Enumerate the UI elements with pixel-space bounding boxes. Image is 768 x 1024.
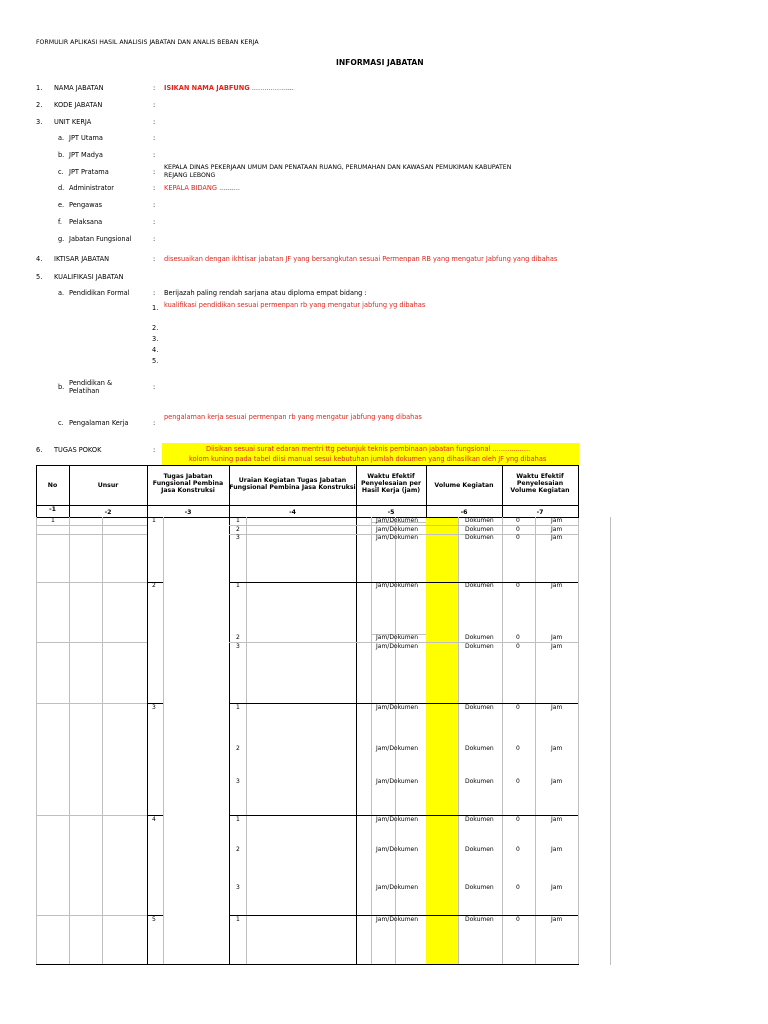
row-dok: Dokumen <box>465 634 494 641</box>
row-unit: Jam <box>551 582 563 589</box>
colon: : <box>153 235 156 243</box>
colnum: -3 <box>184 509 192 516</box>
section-title: INFORMASI JABATAN <box>336 58 424 67</box>
colon: : <box>153 101 156 109</box>
header-tugas: Tugas Jabatan Fungsional Pembina Jasa Konstruksi <box>152 473 224 495</box>
row-unit: Jam <box>551 778 563 785</box>
row-dok: Dokumen <box>465 582 494 589</box>
colon: : <box>153 84 156 92</box>
header-waktu-volume: Waktu Efektif Penyelesaian Volume Kegiatan <box>510 473 570 495</box>
list-number: 2. <box>152 324 159 332</box>
colnum: -2 <box>104 509 112 516</box>
row-zero: 0 <box>516 517 520 524</box>
colon: : <box>153 184 156 192</box>
row-jam: Jam/Dokumen <box>376 846 419 853</box>
row-tugas: 2 <box>152 582 156 589</box>
row-dok: Dokumen <box>465 846 494 853</box>
row-unit: Jam <box>551 884 563 891</box>
pengalaman-kerja-value: pengalaman kerja sesuai permenpan rb yang mengatur jabfung yang dibahas <box>164 413 422 421</box>
row-zero: 0 <box>516 745 520 752</box>
administrator-label: Administrator <box>69 184 114 192</box>
row-uraian: 2 <box>236 634 240 641</box>
nama-jabatan-label: NAMA JABATAN <box>54 84 104 92</box>
list-number: 5. <box>152 357 159 365</box>
sub-letter: b. <box>58 151 65 159</box>
sub-letter: d. <box>58 184 65 192</box>
tugas-note-1: Diisikan sesuai surat edaran mentri ttg petunjuk teknis pembinaan jabatan fungsional .................. <box>206 445 531 453</box>
pendidikan-value: kualifikasi pendidikan sesuai permenpan rb yang mengatur jabfung yg dibahas <box>164 301 426 309</box>
colnum: -4 <box>289 509 296 516</box>
row-uraian: 3 <box>236 778 240 785</box>
row-jam: Jam/Dokumen <box>376 517 419 524</box>
row-zero: 0 <box>516 846 520 853</box>
row-uraian: 3 <box>236 534 240 541</box>
colon: : <box>153 218 156 226</box>
row-uraian: 3 <box>236 643 240 650</box>
kode-jabatan-label: KODE JABATAN <box>54 101 103 109</box>
row-dok: Dokumen <box>465 534 494 541</box>
row-dok: Dokumen <box>465 517 494 524</box>
sub-letter: a. <box>58 134 65 142</box>
colon: : <box>153 383 156 391</box>
pendidikan-pelatihan-label-2: Pelatihan <box>69 387 100 395</box>
row-unit: Jam <box>551 526 563 533</box>
colon: : <box>153 289 156 297</box>
pendidikan-intro: Berijazah paling rendah sarjana atau diploma empat bidang : <box>164 289 367 297</box>
list-number: 3. <box>152 335 159 343</box>
header-uraian: Uraian Kegiatan Tugas Jabatan Fungsional Pembina Jasa Konstruksi <box>229 477 356 492</box>
row-jam: Jam/Dokumen <box>376 745 419 752</box>
administrator-value: KEPALA BIDANG .......... <box>164 184 241 192</box>
item-number: 3. <box>36 118 43 126</box>
row-uraian: 1 <box>236 816 240 823</box>
row-dok: Dokumen <box>465 916 494 923</box>
row-jam: Jam/Dokumen <box>376 704 419 711</box>
item-number: 2. <box>36 101 43 109</box>
row-unit: Jam <box>551 517 563 524</box>
row-dok: Dokumen <box>465 745 494 752</box>
row-zero: 0 <box>516 534 520 541</box>
sub-letter: c. <box>58 168 64 176</box>
kualifikasi-label: KUALIFIKASI JABATAN <box>54 273 124 281</box>
tugas-note-2: kolom kuning pada tabel diisi manual sesui kebutuhan jumlah dokumen yang dihasilkan oleh JF yng dibahas <box>189 455 547 463</box>
pelaksana-label: Pelaksana <box>69 218 103 226</box>
row-no: 1 <box>51 517 55 524</box>
nama-jabatan-value: ISIKAN NAMA JABFUNG .................... <box>164 84 294 92</box>
sub-letter: e. <box>58 201 65 209</box>
row-jam: Jam/Dokumen <box>376 634 419 641</box>
header-unsur: Unsur <box>97 482 119 489</box>
row-zero: 0 <box>516 634 520 641</box>
colon: : <box>153 118 156 126</box>
colon: : <box>153 255 156 263</box>
row-uraian: 2 <box>236 846 240 853</box>
row-tugas: 1 <box>152 517 156 524</box>
header-no: No <box>47 482 58 489</box>
row-zero: 0 <box>516 582 520 589</box>
tugas-pokok-label: TUGAS POKOK <box>54 446 102 454</box>
row-unit: Jam <box>551 846 563 853</box>
row-jam: Jam/Dokumen <box>376 816 419 823</box>
iktisar-label: IKTISAR JABATAN <box>54 255 110 263</box>
row-jam: Jam/Dokumen <box>376 884 419 891</box>
row-unit: Jam <box>551 916 563 923</box>
row-dok: Dokumen <box>465 884 494 891</box>
row-tugas: 5 <box>152 916 156 923</box>
row-uraian: 1 <box>236 517 240 524</box>
row-unit: Jam <box>551 816 563 823</box>
pengawas-label: Pengawas <box>69 201 103 209</box>
row-zero: 0 <box>516 884 520 891</box>
item-number: 5. <box>36 273 43 281</box>
pendidikan-pelatihan-label-1: Pendidikan & <box>69 379 113 387</box>
row-jam: Jam/Dokumen <box>376 778 419 785</box>
row-zero: 0 <box>516 704 520 711</box>
list-number: 1. <box>152 304 159 312</box>
colnum: -1 <box>49 506 56 513</box>
pendidikan-formal-label: Pendidikan Formal <box>69 289 130 297</box>
row-jam: Jam/Dokumen <box>376 916 419 923</box>
sub-letter: f. <box>58 218 62 226</box>
colon: : <box>153 168 156 176</box>
colon: : <box>153 201 156 209</box>
row-zero: 0 <box>516 526 520 533</box>
row-unit: Jam <box>551 704 563 711</box>
row-dok: Dokumen <box>465 643 494 650</box>
volume-input-column <box>426 517 458 965</box>
row-unit: Jam <box>551 643 563 650</box>
sub-letter: b. <box>58 383 65 391</box>
iktisar-value: disesuaikan dengan ikhtisar jabatan JF yang bersangkutan sesuai Permenpan RB yang mengatur Jabfung yang dibahas <box>164 255 558 263</box>
unit-kerja-label: UNIT KERJA <box>54 118 92 126</box>
jpt-pratama-label: JPT Pratama <box>69 168 109 176</box>
row-jam: Jam/Dokumen <box>376 582 419 589</box>
colon: : <box>153 134 156 142</box>
sub-letter: c. <box>58 419 64 427</box>
jpt-pratama-value-line1: KEPALA DINAS PEKERJAAN UMUM DAN PENATAAN RUANG, PERUMAHAN DAN KAWASAN PEMUKIMAN KABUPATEN <box>164 164 512 171</box>
row-zero: 0 <box>516 916 520 923</box>
row-jam: Jam/Dokumen <box>376 534 419 541</box>
list-number: 4. <box>152 346 159 354</box>
row-zero: 0 <box>516 643 520 650</box>
row-unit: Jam <box>551 534 563 541</box>
item-number: 6. <box>36 446 43 454</box>
colnum: -5 <box>387 509 395 516</box>
row-uraian: 2 <box>236 526 240 533</box>
row-zero: 0 <box>516 778 520 785</box>
colon: : <box>153 151 156 159</box>
row-dok: Dokumen <box>465 816 494 823</box>
row-dok: Dokumen <box>465 526 494 533</box>
row-dok: Dokumen <box>465 704 494 711</box>
row-tugas: 4 <box>152 816 156 823</box>
jpt-utama-label: JPT Utama <box>69 134 103 142</box>
row-uraian: 3 <box>236 884 240 891</box>
colon: : <box>153 446 156 454</box>
row-jam: Jam/Dokumen <box>376 643 419 650</box>
row-uraian: 2 <box>236 745 240 752</box>
item-number: 4. <box>36 255 43 263</box>
row-unit: Jam <box>551 634 563 641</box>
row-uraian: 1 <box>236 916 240 923</box>
jpt-pratama-value-line2: REJANG LEBONG <box>164 172 216 179</box>
header-volume: Volume Kegiatan <box>434 482 494 489</box>
doc-title: FORMULIR APLIKASI HASIL ANALISIS JABATAN DAN ANALIS BEBAN KERJA <box>36 39 259 46</box>
colnum: -7 <box>536 509 544 516</box>
jabatan-fungsional-label: Jabatan Fungsional <box>69 235 132 243</box>
row-tugas: 3 <box>152 704 156 711</box>
row-jam: Jam/Dokumen <box>376 526 419 533</box>
item-number: 1. <box>36 84 43 92</box>
row-unit: Jam <box>551 745 563 752</box>
row-dok: Dokumen <box>465 778 494 785</box>
row-zero: 0 <box>516 816 520 823</box>
sub-letter: g. <box>58 235 65 243</box>
header-waktu: Waktu Efektif Penyelesaian per Hasil Kerja (jam) <box>360 473 422 495</box>
colnum: -6 <box>460 509 468 516</box>
row-uraian: 1 <box>236 704 240 711</box>
colon: : <box>153 419 156 427</box>
jpt-madya-label: JPT Madya <box>69 151 103 159</box>
row-uraian: 1 <box>236 582 240 589</box>
pengalaman-kerja-label: Pengalaman Kerja <box>69 419 129 427</box>
sub-letter: a. <box>58 289 65 297</box>
